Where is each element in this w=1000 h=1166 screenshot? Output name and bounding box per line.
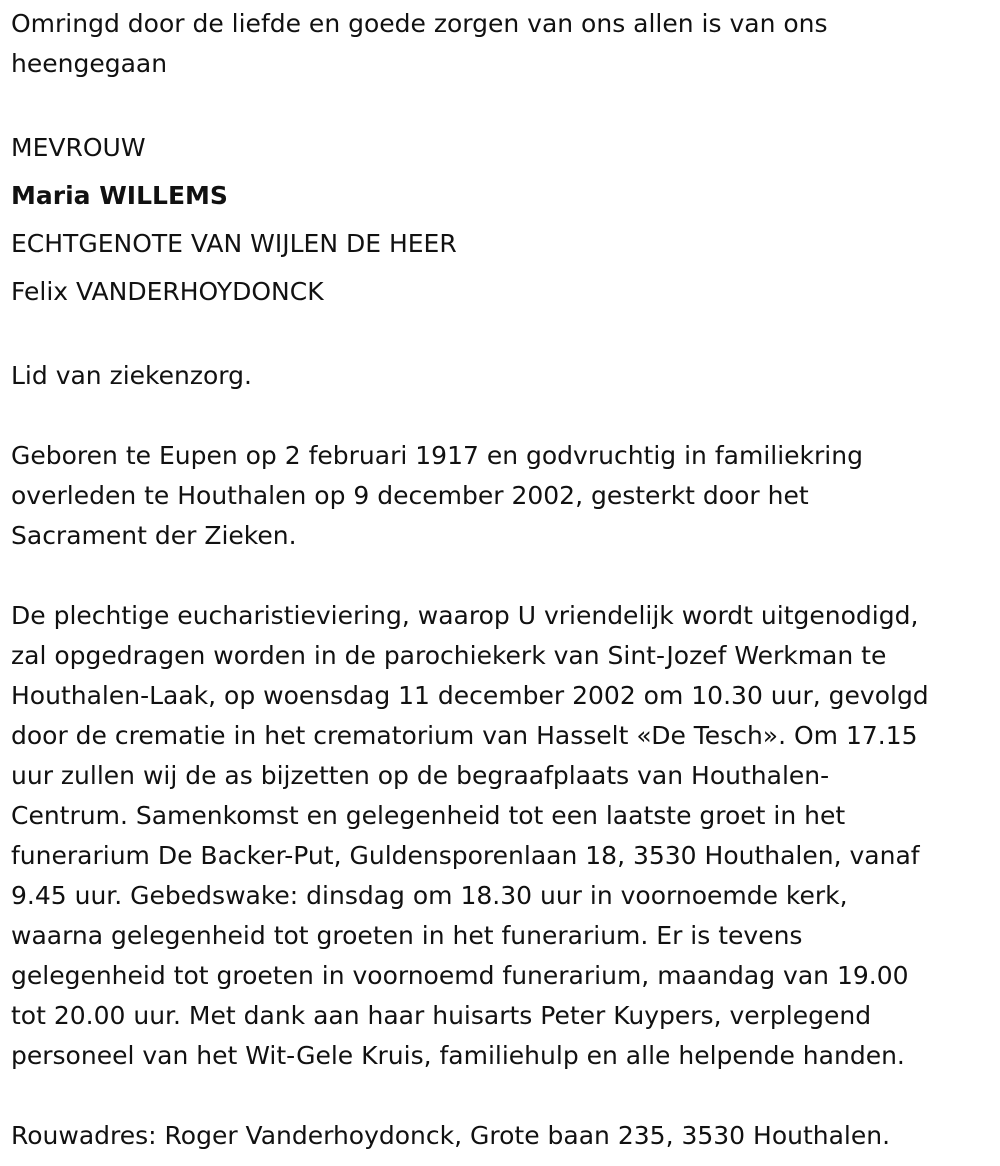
spouse-name: Felix VANDERHOYDONCK xyxy=(11,277,324,306)
mourning-address: Rouwadres: Roger Vanderhoydonck, Grote baan 235, 3530 Houthalen. xyxy=(11,1121,891,1150)
intro-line: heengegaan xyxy=(11,49,168,78)
relation-line: ECHTGENOTE VAN WIJLEN DE HEER xyxy=(11,229,457,258)
spacer xyxy=(11,84,991,124)
intro-line: Omringd door de liefde en goede zorgen van ons allen is van ons xyxy=(11,9,828,38)
paragraph-line: Houthalen-Laak, op woensdag 11 december 2002 om 10.30 uur, gevolgd xyxy=(11,681,929,710)
membership-line: Lid van ziekenzorg. xyxy=(11,361,252,390)
spacer xyxy=(11,556,991,596)
birth-death-paragraph xyxy=(11,436,991,556)
paragraph-line: overleden te Houthalen op 9 december 2002, gesterkt door het xyxy=(11,481,809,510)
deceased-block xyxy=(11,124,991,316)
paragraph-line: funerarium De Backer-Put, Guldensporenlaan 18, 3530 Houthalen, vanaf xyxy=(11,841,920,870)
paragraph-line: zal opgedragen worden in de parochiekerk van Sint-Jozef Werkman te xyxy=(11,641,887,670)
spacer xyxy=(11,1076,991,1116)
paragraph-line: Centrum. Samenkomst en gelegenheid tot een laatste groet in het xyxy=(11,801,846,830)
paragraph-line: personeel van het Wit-Gele Kruis, familiehulp en alle helpende handen. xyxy=(11,1041,905,1070)
paragraph-line: door de crematie in het crematorium van Hasselt «De Tesch». Om 17.15 xyxy=(11,721,918,750)
paragraph-line: Geboren te Eupen op 2 februari 1917 en godvruchtig in familiekring xyxy=(11,441,863,470)
paragraph-line: De plechtige eucharistieviering, waarop U vriendelijk wordt uitgenodigd, xyxy=(11,601,919,630)
spacer xyxy=(11,316,991,356)
ceremony-paragraph xyxy=(11,596,991,1076)
spacer xyxy=(11,396,991,436)
deceased-name: Maria WILLEMS xyxy=(11,181,228,210)
obituary-document xyxy=(11,4,991,1156)
salutation: MEVROUW xyxy=(11,133,146,162)
paragraph-line: Sacrament der Zieken. xyxy=(11,521,297,550)
paragraph-line: uur zullen wij de as bijzetten op de begraafplaats van Houthalen- xyxy=(11,761,830,790)
paragraph-line: tot 20.00 uur. Met dank aan haar huisarts Peter Kuypers, verplegend xyxy=(11,1001,872,1030)
paragraph-line: 9.45 uur. Gebedswake: dinsdag om 18.30 uur in voornoemde kerk, xyxy=(11,881,848,910)
paragraph-line: gelegenheid tot groeten in voornoemd funerarium, maandag van 19.00 xyxy=(11,961,909,990)
intro-paragraph xyxy=(11,4,991,84)
paragraph-line: waarna gelegenheid tot groeten in het funerarium. Er is tevens xyxy=(11,921,803,950)
